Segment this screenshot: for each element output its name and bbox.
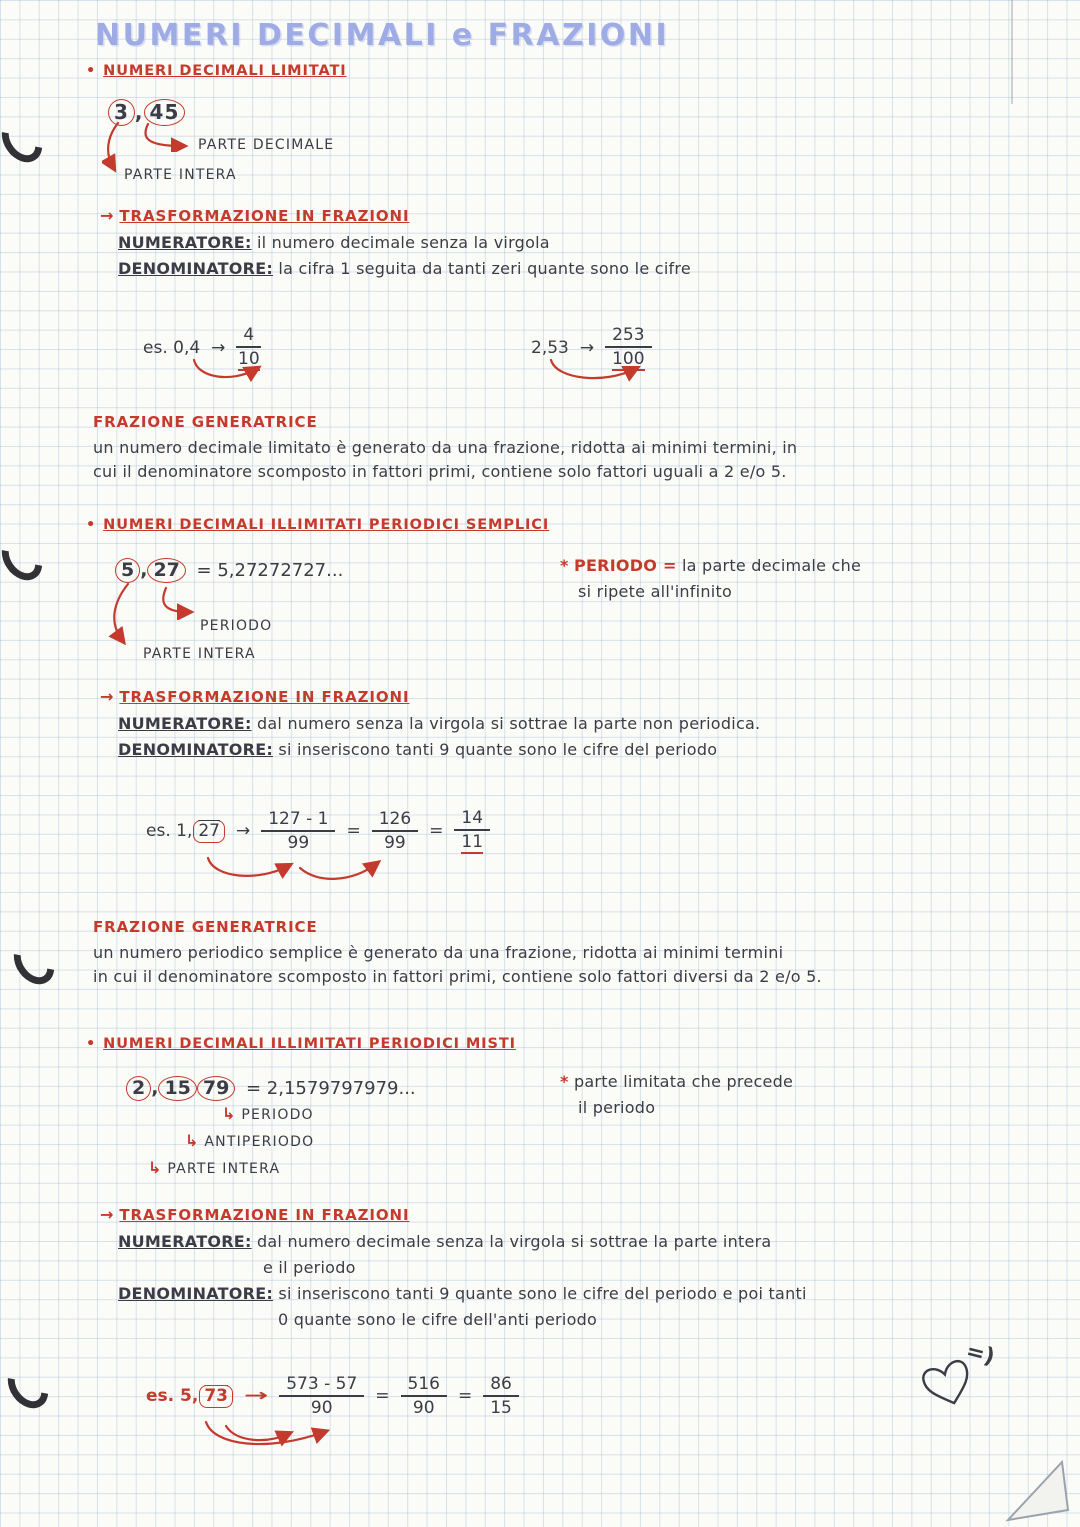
equals-sign: =	[375, 1386, 390, 1406]
numeratore: 516	[401, 1374, 447, 1397]
elbow-arrow-icon: ↳	[222, 1104, 236, 1123]
equals-sign: =	[429, 821, 444, 841]
fraction	[372, 809, 418, 853]
curved-arrows-periodo-2	[196, 1420, 366, 1456]
long-arrow-icon: →	[243, 1386, 269, 1406]
es-label: es. 5,	[146, 1386, 199, 1406]
es-label: es. 0,4	[143, 338, 201, 358]
periodic-number	[146, 820, 225, 843]
circled-parte-intera: 3	[108, 99, 135, 126]
es-label: 2,53	[531, 338, 569, 358]
decimal-comma: ,	[140, 559, 148, 581]
term-numeratore: NUMERATORE:	[118, 1232, 252, 1251]
fraction	[401, 1374, 447, 1418]
heading-text: TRASFORMAZIONE IN FRAZIONI	[119, 688, 410, 706]
circled-antiperiodo: 15	[158, 1076, 196, 1101]
rule-text: la cifra 1 seguita da tanti zeri quante sono le cifre	[278, 259, 691, 278]
denominatore: 99	[384, 833, 406, 853]
page-corner-fold	[1002, 1458, 1080, 1526]
regola-numeratore-1	[118, 233, 550, 252]
binder-ring-mark	[5, 932, 62, 992]
term-denominatore: DENOMINATORE:	[118, 1284, 274, 1303]
expansion-text: = 2,1579797979...	[245, 1078, 416, 1099]
regola-numeratore-3-cont: e il periodo	[263, 1258, 356, 1277]
numeratore: 126	[372, 809, 418, 832]
circled-parte-intera: 2	[126, 1076, 151, 1101]
right-arrow-icon: →	[235, 821, 251, 841]
binder-ring-mark	[0, 1356, 57, 1416]
periodic-number	[146, 1385, 233, 1408]
curved-arrows-periodo-1	[200, 856, 400, 888]
star-icon: *	[560, 556, 569, 575]
example-number-semplice	[115, 558, 343, 583]
heading-text: NUMERI DECIMALI ILLIMITATI PERIODICI MISTI	[103, 1036, 516, 1052]
numeratore: 4	[236, 325, 261, 348]
regola-denominatore-3-cont: 0 quante sono le cifre dell'anti periodo	[278, 1310, 598, 1329]
term-denominatore: DENOMINATORE:	[118, 740, 274, 759]
elbow-arrow-icon: ↳	[148, 1158, 162, 1177]
decimal-comma: ,	[134, 100, 144, 124]
heading-text: TRASFORMAZIONE IN FRAZIONI	[119, 1206, 410, 1224]
heading-text: TRASFORMAZIONE IN FRAZIONI	[119, 207, 410, 225]
bullet-icon: •	[86, 1036, 97, 1052]
label-periodo-3: PERIODO	[241, 1107, 314, 1123]
heading-frazione-generatrice-2: FRAZIONE GENERATRICE	[93, 918, 318, 936]
rule-text: dal numero decimale senza la virgola si sottrae la parte intera	[256, 1232, 772, 1251]
numeratore: 573 - 57	[279, 1374, 364, 1397]
label-parte-intera-3: PARTE INTERA	[167, 1161, 281, 1177]
smiley-doodle: =)	[963, 1338, 998, 1371]
regola-numeratore-2	[118, 714, 760, 733]
rule-text: il numero decimale senza la virgola	[256, 233, 550, 252]
fraction	[261, 809, 335, 853]
page-edge-line	[1011, 0, 1013, 104]
denominatore: 15	[490, 1398, 512, 1418]
denominatore: 90	[310, 1398, 333, 1418]
denominatore: 11	[461, 832, 484, 852]
denominatore: 90	[412, 1398, 435, 1418]
binder-ring-mark	[0, 528, 51, 588]
frazione-generatrice-2-line1: un numero periodico semplice è generato da una frazione, ridotta ai minimi termini	[93, 943, 784, 962]
right-arrow-icon: →	[211, 338, 226, 358]
heading-trasformazione-2	[100, 687, 409, 706]
esempio-1-27	[146, 808, 490, 854]
frazione-generatrice-1-line2: cui il denominatore scomposto in fattori primi, contiene solo fattori uguali a 2 e/o 5.	[93, 462, 787, 481]
arrow-to-parte-intera	[102, 121, 130, 173]
circled-periodo: 79	[197, 1076, 235, 1101]
page-title: NUMERI DECIMALI e FRAZIONI	[95, 18, 670, 53]
term-numeratore: NUMERATORE:	[118, 233, 252, 252]
circled-parte-decimale: 45	[144, 99, 186, 126]
equals-sign: =	[457, 1386, 473, 1406]
expansion-text: = 5,27272727...	[196, 560, 344, 581]
circled-parte-intera: 5	[115, 558, 140, 583]
right-arrow-icon: →	[100, 206, 114, 225]
numeratore: 86	[483, 1374, 519, 1397]
label-parte-decimale: PARTE DECIMALE	[198, 137, 335, 153]
nota-term: PERIODO =	[573, 556, 677, 575]
numeratore: 253	[605, 325, 651, 348]
regola-numeratore-3	[118, 1232, 771, 1251]
denominatore: 99	[287, 833, 310, 853]
numeratore: 14	[454, 808, 490, 831]
label-row-parte-intera	[148, 1158, 280, 1177]
frazione-generatrice-1-line1: un numero decimale limitato è generato da una frazione, ridotta ai minimi termini, in	[93, 438, 798, 457]
curved-arrow-zeri-1	[188, 356, 270, 386]
fraction	[454, 808, 490, 854]
boxed-periodo: 27	[193, 820, 225, 843]
right-arrow-icon: →	[100, 687, 114, 706]
label-row-antiperiodo	[185, 1131, 314, 1150]
regola-denominatore-1	[118, 259, 691, 278]
nota-periodo-line2: si ripete all'infinito	[578, 582, 732, 601]
arrow-to-parte-intera-2	[108, 582, 142, 648]
label-row-periodo	[222, 1104, 314, 1123]
regola-denominatore-2	[118, 740, 717, 759]
nota-antiperiodo	[560, 1072, 793, 1091]
nota-text: parte limitata che precede	[573, 1072, 794, 1091]
right-arrow-icon: →	[100, 1205, 114, 1224]
heading-trasformazione-1	[100, 206, 409, 225]
numeratore: 127 - 1	[261, 809, 335, 832]
arrow-to-periodo	[148, 586, 196, 620]
heading-frazione-generatrice-1: FRAZIONE GENERATRICE	[93, 413, 318, 431]
heading-periodici-misti	[86, 1036, 516, 1052]
term-numeratore: NUMERATORE:	[118, 714, 252, 733]
circled-periodo: 27	[147, 558, 185, 583]
right-arrow-icon: →	[579, 338, 595, 358]
boxed-periodo: 73	[199, 1385, 233, 1408]
star-icon: *	[560, 1072, 569, 1091]
esempio-5-73	[146, 1374, 519, 1418]
fraction	[483, 1374, 519, 1418]
frazione-generatrice-2-line2: in cui il denominatore scomposto in fattori primi, contiene solo fattori diversi da 2 e/o 5.	[93, 967, 822, 986]
heading-periodici-semplici	[86, 517, 549, 533]
label-parte-intera: PARTE INTERA	[124, 167, 237, 183]
rule-text: si inseriscono tanti 9 quante sono le cifre del periodo	[278, 740, 718, 759]
heading-text: NUMERI DECIMALI ILLIMITATI PERIODICI SEMPLICI	[103, 517, 550, 533]
rule-text: dal numero senza la virgola si sottrae la parte non periodica.	[256, 714, 761, 733]
equals-sign: =	[346, 821, 361, 841]
regola-denominatore-3	[118, 1284, 807, 1303]
heading-numeri-decimali-limitati	[86, 63, 347, 79]
nota-antiperiodo-line2: il periodo	[578, 1098, 656, 1117]
label-antiperiodo: ANTIPERIODO	[204, 1134, 315, 1150]
heading-text: NUMERI DECIMALI LIMITATI	[103, 63, 347, 79]
binder-ring-mark	[0, 110, 51, 170]
es-label: es. 1,	[146, 821, 193, 841]
example-number-misto	[126, 1076, 416, 1101]
denominatore: 100	[612, 349, 645, 369]
bullet-icon: •	[86, 517, 97, 533]
denominatore: 10	[238, 349, 260, 369]
term-denominatore: DENOMINATORE:	[118, 259, 274, 278]
curved-arrow-zeri-2	[543, 356, 647, 386]
rule-text: si inseriscono tanti 9 quante sono le cifre del periodo e poi tanti	[278, 1284, 807, 1303]
nota-periodo	[560, 556, 861, 575]
arrow-to-parte-decimale	[128, 122, 192, 152]
heading-trasformazione-3	[100, 1205, 409, 1224]
decimal-comma: ,	[151, 1077, 159, 1099]
elbow-arrow-icon: ↳	[185, 1131, 199, 1150]
fraction	[279, 1374, 364, 1418]
nota-text: la parte decimale che	[681, 556, 862, 575]
label-parte-intera-2: PARTE INTERA	[143, 646, 256, 662]
bullet-icon: •	[86, 63, 97, 79]
label-periodo: PERIODO	[200, 618, 273, 634]
